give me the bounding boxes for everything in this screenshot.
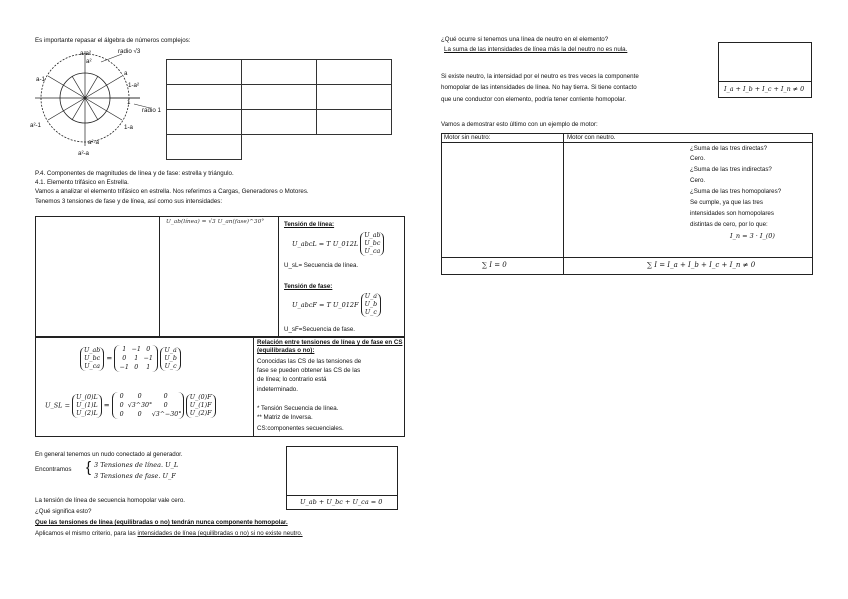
tension-box-col-divider bbox=[159, 216, 160, 337]
qa-2: ¿Suma de las tres indirectas? bbox=[690, 166, 772, 173]
tension-linea-eq-text: U_abcL = T U_012L bbox=[292, 240, 359, 248]
m1-r1: U_b bbox=[164, 354, 177, 362]
phasor-label-1: 1 bbox=[127, 99, 131, 106]
qa-5: Se cumple, ya que las tres bbox=[690, 199, 763, 206]
motor-table-hdiv1 bbox=[441, 142, 813, 143]
qa-7: distintas de cero, por lo que: bbox=[690, 221, 768, 228]
vec-ubc: U_bc bbox=[364, 240, 381, 247]
m2-r2: U_(2)F bbox=[189, 409, 212, 417]
m2-l0: U_(0)L bbox=[76, 393, 98, 401]
motor-table-vdiv bbox=[563, 133, 564, 275]
aplicamos-line bbox=[35, 530, 303, 538]
para-2: homopolar de las intensidades de línea. No hay tierra. Si tiene contacto bbox=[441, 84, 637, 91]
relacion-line-5: ** Matriz de Inversa. bbox=[257, 414, 313, 421]
relacion-line-4: * Tensión Secuencia de línea. bbox=[257, 405, 339, 412]
m1-matrix: 1 −1 0 0 1 −1 −1 0 1 bbox=[114, 345, 158, 372]
matrix-eq-1: U_ab U_bc U_ca = 1 −1 0 0 1 −1 −1 0 1 U_a U_b U_c bbox=[80, 345, 181, 372]
nudo-line: En general tenemos un nudo conectado al generador. bbox=[35, 451, 183, 458]
vec-uab: U_ab bbox=[364, 232, 381, 239]
tension-fase-vector bbox=[361, 293, 382, 317]
tension-fase-title: Tensión de fase: bbox=[284, 283, 333, 290]
aplicamos-pre: Aplicamos el mismo criterio, para las bbox=[35, 530, 138, 537]
motor-col1-header: Motor sin neutro: bbox=[444, 134, 491, 141]
m1-l0: U_ab bbox=[84, 346, 101, 354]
ineq-box-divider bbox=[718, 81, 812, 82]
sum-no-neutro: ∑ I = 0 bbox=[482, 261, 507, 269]
aplicamos-underlined: intensidades de línea (equilibradas o no) si no existe neutro. bbox=[137, 530, 303, 537]
m1-l1: U_bc bbox=[84, 354, 101, 362]
vec-ua: U_a bbox=[364, 293, 377, 300]
tension-linea-vector bbox=[360, 232, 384, 256]
qa-6: intensidades son homopolares bbox=[690, 210, 774, 217]
p4-title: P.4. Componentes de magnitudes de línea y de fase: estrella y triángulo. bbox=[35, 170, 234, 177]
m1-r2: U_c bbox=[164, 362, 177, 370]
relacion-title: Relación entre tensiones de línea y de fase en CS (equilibradas o no): bbox=[257, 339, 403, 355]
brace: { bbox=[86, 459, 92, 476]
phasor-label-1-a2: 1-a² bbox=[128, 82, 140, 89]
m2-lhs: U_SL = bbox=[45, 401, 71, 410]
tension-linea-eq bbox=[292, 232, 384, 256]
homopolar-line: La tensión de línea de secuencia homopolar vale cero. bbox=[35, 497, 185, 504]
phasor-label-a2-a: a²-a bbox=[78, 150, 90, 157]
para-1: Si existe neutro, la intensidad por el neutro es tres veces la componente bbox=[441, 73, 639, 80]
empty-grid bbox=[166, 59, 392, 160]
relation-box-divider bbox=[253, 337, 254, 437]
vec-uca: U_ca bbox=[364, 248, 381, 255]
s41-line1: Vamos a analizar el elemento trifásico en estrella. Nos referimos a Cargas, Generadores o Motores. bbox=[35, 188, 309, 195]
m1-r0: U_a bbox=[164, 346, 177, 354]
phasor-label-a-a2: a-a² bbox=[80, 50, 92, 57]
m2-matrix: 0 0 0 0 √3^30° 0 0 0 √3^−30° bbox=[112, 392, 184, 419]
tension-linea-title: Tensión de línea: bbox=[284, 221, 335, 228]
m1-l2: U_ca bbox=[84, 362, 100, 370]
in-eq: I_n = 3 · I_(0) bbox=[730, 232, 775, 240]
motor-table-hdiv2 bbox=[441, 257, 813, 258]
m2-left-vector bbox=[72, 394, 102, 418]
ineq-eq: I_a + I_b + I_c + I_n ≠ 0 bbox=[724, 85, 805, 93]
tension-fase-eq bbox=[292, 293, 381, 317]
phasor-label-1-a: 1-a bbox=[124, 124, 133, 131]
tension-box-col-divider2 bbox=[278, 216, 279, 337]
qa-3: Cero. bbox=[690, 177, 706, 184]
motor-col2-header: Motor con neutro. bbox=[567, 134, 616, 141]
sum-con-neutro: ∑ I = I_a + I_b + I_c + I_n ≠ 0 bbox=[647, 261, 756, 269]
encontramos-label: Encontramos bbox=[35, 466, 72, 473]
radio-1-label: radio 1 bbox=[142, 107, 161, 114]
qa-4: ¿Suma de las tres homopolares? bbox=[690, 188, 782, 195]
relacion-line-2: de línea; lo contrario está bbox=[257, 376, 327, 383]
phasor-label-a-1: a-1 bbox=[36, 76, 45, 83]
brace-line-0: 3 Tensiones de línea. U_L bbox=[94, 461, 179, 469]
sum-zero-box-divider bbox=[286, 495, 398, 496]
secuencia-linea-text: U_sL= Secuencia de línea. bbox=[284, 262, 359, 269]
phasor-label-a2-1: a²-1 bbox=[30, 122, 42, 129]
relacion-line-1: fase se pueden obtener las CS de las bbox=[257, 367, 361, 374]
phasor-label-a2: a² bbox=[86, 58, 92, 65]
m1-left-vector bbox=[80, 347, 104, 371]
m2-r1: U_(1)F bbox=[189, 401, 212, 409]
conclusion-line: Que las tensiones de línea (equilibradas o no) tendrán nunca componente homopolar. bbox=[35, 519, 288, 526]
phasor-label-a: a bbox=[124, 70, 128, 77]
sum-zero-eq: U_ab + U_bc + U_ca = 0 bbox=[300, 498, 383, 506]
phasor-label-a2a: a²·a bbox=[88, 139, 100, 146]
secuencia-fase-text: U_sF=Secuencia de fase. bbox=[284, 326, 356, 333]
m2-l2: U_(2)L bbox=[76, 409, 98, 417]
ans-neutro: La suma de las intensidades de línea más la del neutro no es nula. bbox=[444, 46, 628, 53]
intro-text: Es importante repasar el álgebra de números complejos: bbox=[35, 37, 191, 44]
significa-line: ¿Qué significa esto? bbox=[35, 508, 92, 515]
m2-l1: U_(1)L bbox=[76, 401, 98, 409]
m2-r0: U_(0)F bbox=[189, 393, 212, 401]
relacion-line-3: indeterminado. bbox=[257, 386, 298, 393]
m1-right-vector bbox=[160, 347, 181, 371]
s41-line2: Tenemos 3 tensiones de fase y de línea, así como sus intensidades: bbox=[35, 198, 223, 205]
q-neutro: ¿Qué ocurre si tenemos una línea de neutro en el elemento? bbox=[441, 36, 609, 43]
uab-linea-eq: U_ab(línea) = √3 U_an(fase)^30° bbox=[166, 219, 265, 225]
para-3: que une conductor con elemento, podría tener corriente homopolar. bbox=[441, 96, 627, 103]
vec-uc: U_c bbox=[364, 309, 377, 316]
brace-line-1: 3 Tensiones de fase. U_F bbox=[94, 472, 176, 480]
s41-title: 4.1. Elemento trifásico en Estrella. bbox=[35, 179, 129, 186]
qa-0: ¿Suma de las tres directas? bbox=[690, 145, 768, 152]
m2-right-vector bbox=[186, 394, 216, 418]
relacion-line-0: Conocidas las CS de las tensiones de bbox=[257, 358, 362, 365]
vec-ub: U_b bbox=[364, 301, 378, 308]
qa-1: Cero. bbox=[690, 155, 706, 162]
matrix-eq-2: U_SL = U_(0)L U_(1)L U_(2)L = 0 0 0 0 √3^30° 0 0 0 √3^−30° U_(0)F U_(1)F U_(2)F bbox=[45, 392, 216, 419]
tension-fase-eq-text: U_abcF = T U_012F bbox=[292, 301, 359, 309]
radio-sqrt3-label: radio √3 bbox=[118, 48, 141, 55]
demo-line: Vamos a demostrar esto último con un ejemplo de motor: bbox=[441, 121, 598, 128]
relacion-line-6: CS:componentes secuenciales. bbox=[257, 425, 344, 432]
